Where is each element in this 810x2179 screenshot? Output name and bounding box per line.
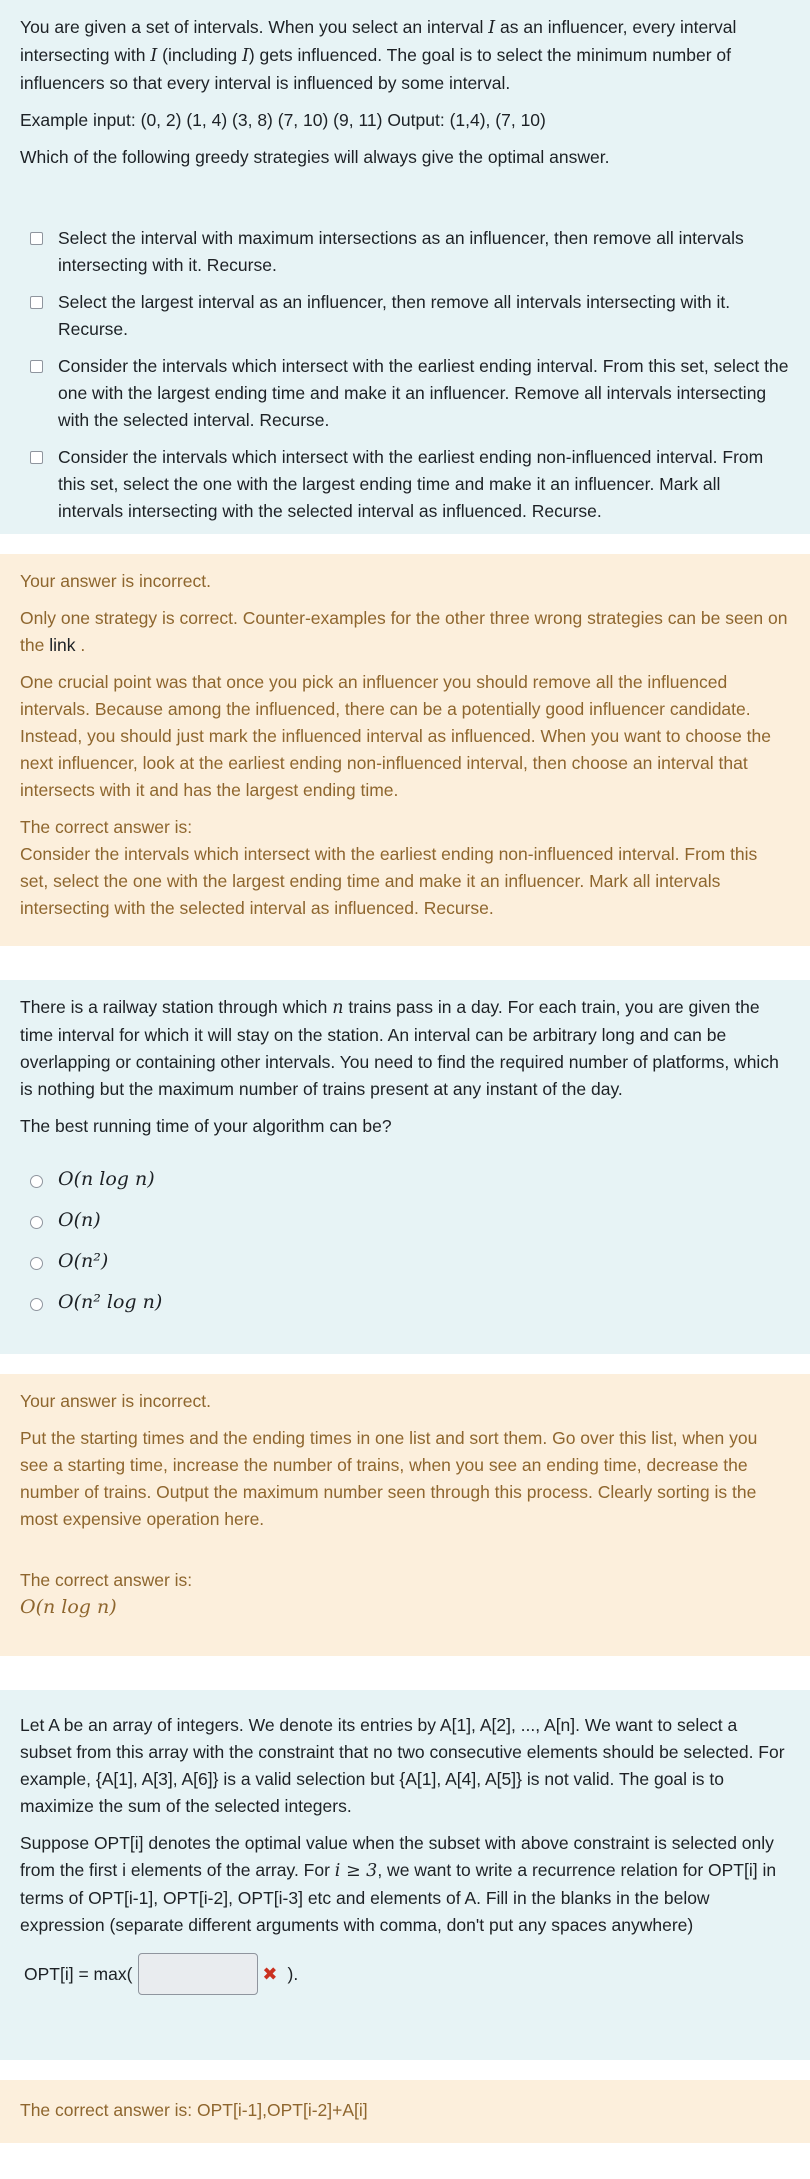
expression-prefix: OPT[i] = max( (24, 1963, 133, 1984)
feedback-explanation-2: One crucial point was that once you pick an influencer you should remove all the influenced intervals. Because among the influenced, there can be a potentially good influencer candidate. Instead, you should just mark the influenced interval as influenced. When you want to choose the next influencer, look at the earliest ending non-influenced interval, then choose an interval that intersects with it and has the largest ending time. (20, 672, 772, 800)
checkbox[interactable] (30, 296, 43, 309)
answer-option-2[interactable]: Select the largest interval as an influencer, then remove all intervals intersecting with it. Recurse. (20, 289, 790, 343)
spacer (0, 1656, 810, 1690)
spacer (0, 946, 810, 980)
correct-answer (20, 814, 790, 922)
answer-option-1[interactable]: Select the interval with maximum intersections as an influencer, then remove all intervals intersecting with it. Recurse. (20, 225, 790, 279)
answer-option-2[interactable]: O(n) (20, 1207, 790, 1234)
checkbox[interactable] (30, 232, 43, 245)
radio-button[interactable] (30, 1298, 43, 1311)
question-1-answers (20, 225, 790, 525)
spacer (0, 2060, 810, 2080)
correct-answer-text: Consider the intervals which intersect with the earliest ending non-influenced interval. From this set, select the one with the largest ending time and make it an influencer. Mark all intervals intersecting with the selected interval as influenced. Recurse. (20, 844, 758, 918)
question-1-question: Which of the following greedy strategies will always give the optimal answer. (20, 147, 610, 167)
expression-suffix: ). (287, 1963, 299, 1984)
feedback-explanation-1: Only one strategy is correct. Counter-examples for the other three wrong strategies can be seen on the link . (20, 608, 788, 655)
question-1 (0, 0, 810, 534)
feedback-explanation: Put the starting times and the ending times in one list and sort them. Go over this list, when you see a starting time, increase the number of trains, when you see an ending time, decrease the number of trains. Output the maximum number seen through this process. Clearly sorting is the most expensive operation here. (20, 1428, 758, 1529)
feedback-1 (0, 554, 810, 946)
question-3-subprompt: Suppose OPT[i] denotes the optimal value when the subset with above constraint is selected only from the first i elements of the array. For i ≥ 3, we want to write a recurrence relation for OPT[i] in terms of OPT[i-1], OPT[i-2], OPT[i-3] etc and elements of A. Fill in the blanks in the below expression (separate different arguments with comma, don't put any spaces anywhere) (20, 1833, 777, 1935)
question-2-answers (20, 1166, 790, 1316)
correct-answer-label: The correct answer is: (20, 817, 193, 837)
answer-option-3[interactable]: O(n²) (20, 1248, 790, 1275)
answer-option-4[interactable]: Consider the intervals which intersect with the earliest ending non-influenced interval. From this set, select the one with the largest ending time and make it an influencer. Mark all intervals intersecting with the selected interval as influenced. Recurse. (20, 444, 790, 525)
question-1-prompt: You are given a set of intervals. When you select an interval I as an influencer, every interval intersecting with I (including I) gets influenced. The goal is to select the minimum number of influencers so that every interval is influenced by some interval. (20, 17, 737, 93)
recurrence-expression (20, 1953, 790, 1995)
question-3 (0, 1690, 810, 2060)
question-1-example: Example input: (0, 2) (1, 4) (3, 8) (7, 10) (9, 11) Output: (1,4), (7, 10) (20, 110, 546, 130)
answer-option-3[interactable]: Consider the intervals which intersect with the earliest ending interval. From this set, select the one with the largest ending time and make it an influencer. Remove all intervals intersecting with the selected interval. Recurse. (20, 353, 790, 434)
correct-answer-text: O(n log n) (20, 1596, 117, 1618)
counter-examples-link[interactable]: link (49, 635, 76, 655)
correct-answer (20, 1567, 790, 1621)
checkbox[interactable] (30, 451, 43, 464)
feedback-status: Your answer is incorrect. (20, 1391, 211, 1411)
question-2-question: The best running time of your algorithm can be? (20, 1116, 392, 1136)
cross-icon: ✖ (262, 1963, 278, 1984)
question-3-prompt: Let A be an array of integers. We denote its entries by A[1], A[2], ..., A[n]. We want to select a subset from this array with the constraint that no two consecutive elements should be selected. For example, {A[1], A[3], A[6]} is a valid selection but {A[1], A[4], A[5]} is not valid. The goal is to maximize the sum of the selected integers. (20, 1715, 785, 1816)
correct-answer-label: The correct answer is: (20, 1570, 193, 1590)
feedback-2 (0, 1374, 810, 1656)
answer-option-4[interactable]: O(n² log n) (20, 1289, 790, 1316)
correct-answer: The correct answer is: OPT[i-1],OPT[i-2]+A[i] (20, 2100, 368, 2120)
question-2-prompt: There is a railway station through which n trains pass in a day. For each train, you are given the time interval for which it will stay on the station. An interval can be arbitrary long and can be overlapping or containing other intervals. You need to find the required number of platforms, which is nothing but the maximum number of trains present at any instant of the day. (20, 997, 779, 1099)
radio-button[interactable] (30, 1175, 43, 1188)
feedback-3 (0, 2080, 810, 2143)
radio-button[interactable] (30, 1216, 43, 1229)
answer-option-1[interactable]: O(n log n) (20, 1166, 790, 1193)
radio-button[interactable] (30, 1257, 43, 1270)
spacer (0, 534, 810, 554)
spacer (0, 1354, 810, 1374)
checkbox[interactable] (30, 360, 43, 373)
answer-input[interactable] (138, 1953, 258, 1995)
question-2 (0, 980, 810, 1354)
feedback-status: Your answer is incorrect. (20, 571, 211, 591)
